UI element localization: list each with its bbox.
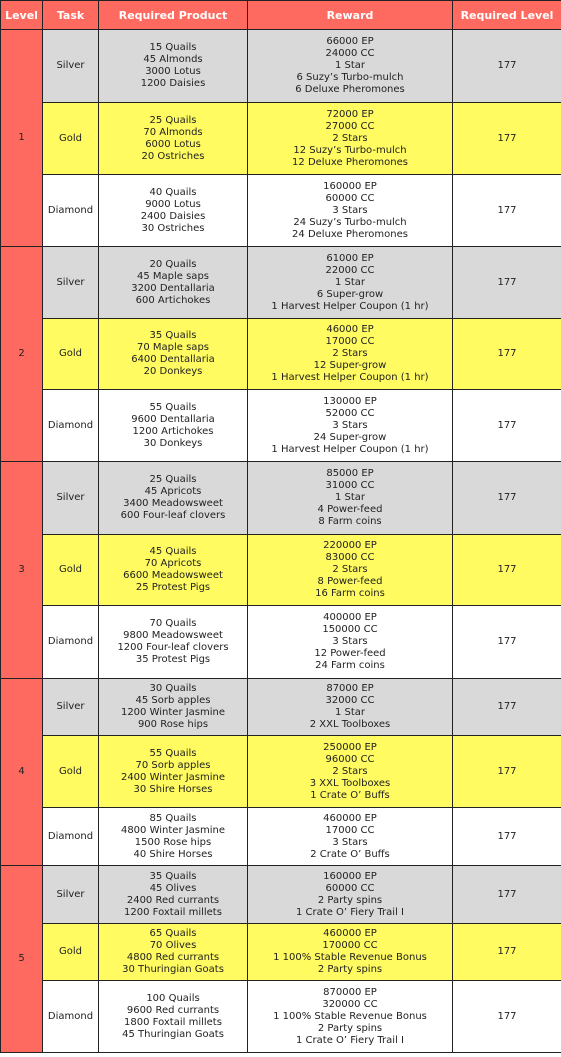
required-product-cell: [99, 606, 248, 679]
product-line: 40 Shire Horses: [133, 848, 213, 860]
reward-line: 12 Super-grow: [313, 360, 387, 371]
required-product-cell: [99, 390, 248, 462]
reward-line: 1 Crate O’ Fiery Trail I: [296, 1034, 404, 1046]
product-line: 45 Olives: [149, 882, 197, 894]
product-line: 20 Donkeys: [143, 366, 203, 377]
product-line: 70 Sorb apples: [135, 759, 211, 771]
product-line: 40 Quails: [149, 186, 197, 198]
required-product-cell: [99, 981, 248, 1053]
task-cell: Diamond: [43, 808, 99, 866]
product-line: 55 Quails: [149, 747, 197, 759]
reward-cell: [248, 606, 453, 679]
reward-line: 8 Power-feed: [317, 576, 383, 587]
reward-line: 6 Suzy’s Turbo-mulch: [296, 72, 404, 83]
header-task: Task: [43, 1, 99, 30]
task-cell: Silver: [43, 30, 99, 103]
product-line: 85 Quails: [149, 812, 197, 824]
task-cell: Silver: [43, 679, 99, 736]
required-level-cell: 177: [453, 808, 561, 866]
reward-line: 150000 CC: [322, 624, 378, 635]
product-line: 20 Quails: [149, 258, 197, 270]
reward-line: 1 Crate O’ Fiery Trail I: [296, 906, 404, 918]
reward-cell: [248, 866, 453, 924]
header-level: Level: [1, 1, 43, 30]
required-product-cell: [99, 866, 248, 924]
reward-line: 1 Star: [334, 60, 366, 71]
table-row: [1, 319, 561, 390]
reward-cell: [248, 30, 453, 103]
product-line: 45 Sorb apples: [135, 695, 211, 706]
required-level-cell: 177: [453, 535, 561, 606]
reward-line: 17000 CC: [325, 336, 375, 347]
product-line: 45 Maple saps: [136, 270, 209, 282]
reward-line: 3 Stars: [332, 636, 368, 647]
reward-line: 66000 EP: [326, 36, 374, 47]
required-product-cell: [99, 247, 248, 319]
required-level-cell: 177: [453, 247, 561, 319]
reward-line: 24 Suzy’s Turbo-mulch: [293, 216, 407, 228]
reward-line: 170000 CC: [322, 940, 378, 951]
product-line: 900 Rose hips: [137, 719, 209, 730]
reward-line: 46000 EP: [326, 324, 374, 335]
task-cell: Gold: [43, 319, 99, 390]
task-cell: Gold: [43, 103, 99, 175]
required-level-cell: 177: [453, 679, 561, 736]
table-row: [1, 736, 561, 808]
product-line: 30 Quails: [149, 683, 197, 694]
product-line: 1200 Four-leaf clovers: [117, 642, 229, 653]
product-line: 6000 Lotus: [145, 138, 201, 150]
product-line: 45 Quails: [149, 546, 197, 557]
table-row: [1, 30, 561, 103]
reward-line: 4 Power-feed: [317, 504, 383, 515]
product-line: 1200 Daisies: [140, 78, 206, 89]
product-line: 2400 Winter Jasmine: [120, 771, 226, 783]
product-line: 2400 Daisies: [140, 210, 206, 222]
product-line: 15 Quails: [149, 42, 197, 53]
product-line: 3400 Meadowsweet: [123, 498, 223, 509]
required-product-cell: [99, 736, 248, 808]
reward-line: 61000 EP: [326, 252, 374, 264]
header-row: [1, 1, 561, 30]
reward-line: 2 Stars: [332, 564, 368, 575]
reward-line: 130000 EP: [323, 395, 377, 407]
product-line: 1200 Artichokes: [132, 425, 214, 437]
reward-line: 96000 CC: [325, 753, 375, 765]
table-row: [1, 866, 561, 924]
product-line: 600 Artichokes: [135, 294, 211, 306]
reward-line: 17000 CC: [325, 824, 375, 836]
reward-line: 1 Star: [334, 276, 366, 288]
table-row: [1, 175, 561, 247]
reward-line: 24 Super-grow: [313, 431, 387, 443]
product-line: 35 Quails: [149, 870, 197, 882]
reward-line: 2 Party spins: [317, 964, 383, 975]
table-row: [1, 981, 561, 1053]
header-reward: Reward: [248, 1, 453, 30]
reward-line: 16 Farm coins: [315, 588, 385, 599]
reward-line: 2 Crate O’ Buffs: [310, 848, 390, 860]
task-cell: Diamond: [43, 981, 99, 1053]
reward-line: 2 Party spins: [317, 1022, 383, 1034]
reward-line: 220000 EP: [323, 540, 377, 551]
reward-line: 3 Stars: [332, 419, 368, 431]
table-body: [1, 30, 561, 1053]
reward-line: 250000 EP: [323, 741, 377, 753]
task-cell: Gold: [43, 736, 99, 808]
product-line: 25 Quails: [149, 114, 197, 126]
product-line: 45 Apricots: [144, 486, 202, 497]
required-level-cell: 177: [453, 175, 561, 247]
required-product-cell: [99, 103, 248, 175]
product-line: 3200 Dentallaria: [131, 282, 215, 294]
product-line: 65 Quails: [149, 928, 197, 939]
product-line: 6400 Dentallaria: [131, 354, 215, 365]
required-level-cell: 177: [453, 736, 561, 808]
product-line: 1200 Winter Jasmine: [120, 707, 226, 718]
reward-cell: [248, 981, 453, 1053]
product-line: 9000 Lotus: [145, 198, 201, 210]
product-line: 6600 Meadowsweet: [123, 570, 223, 581]
product-line: 70 Almonds: [143, 126, 203, 138]
product-line: 30 Shire Horses: [133, 783, 213, 795]
reward-line: 32000 CC: [325, 695, 375, 706]
required-level-cell: 177: [453, 924, 561, 981]
table-row: [1, 808, 561, 866]
level-cell: 4: [1, 679, 43, 866]
reward-line: 1 Star: [334, 492, 366, 503]
level-cell: 3: [1, 462, 43, 679]
reward-cell: [248, 247, 453, 319]
product-line: 35 Protest Pigs: [135, 654, 211, 665]
product-line: 100 Quails: [146, 992, 200, 1004]
reward-line: 24 Deluxe Pheromones: [292, 228, 408, 240]
product-line: 30 Thuringian Goats: [122, 964, 224, 975]
task-cell: Gold: [43, 924, 99, 981]
reward-line: 2 Party spins: [317, 894, 383, 906]
product-line: 4800 Red currants: [126, 952, 220, 963]
reward-line: 2 Stars: [332, 348, 368, 359]
product-line: 9600 Dentallaria: [131, 413, 215, 425]
reward-line: 1 Harvest Helper Coupon (1 hr): [271, 443, 429, 455]
required-level-cell: 177: [453, 30, 561, 103]
product-line: 2400 Red currants: [126, 894, 220, 906]
required-level-cell: 177: [453, 981, 561, 1053]
product-line: 4800 Winter Jasmine: [120, 824, 226, 836]
product-line: 30 Donkeys: [143, 437, 203, 449]
level-cell: 2: [1, 247, 43, 462]
required-product-cell: [99, 30, 248, 103]
table-row: [1, 535, 561, 606]
reward-line: 3 XXL Toolboxes: [309, 777, 391, 789]
table-row: [1, 247, 561, 319]
product-line: 70 Maple saps: [136, 342, 209, 353]
level-cell: 5: [1, 866, 43, 1053]
product-line: 25 Protest Pigs: [135, 582, 211, 593]
required-level-cell: 177: [453, 319, 561, 390]
product-line: 600 Four-leaf clovers: [120, 510, 226, 521]
reward-cell: [248, 390, 453, 462]
reward-cell: [248, 103, 453, 175]
task-cell: Silver: [43, 247, 99, 319]
reward-line: 60000 CC: [325, 192, 375, 204]
reward-line: 22000 CC: [325, 264, 375, 276]
product-line: 55 Quails: [149, 401, 197, 413]
required-level-cell: 177: [453, 103, 561, 175]
product-line: 1500 Rose hips: [134, 836, 212, 848]
reward-line: 2 XXL Toolboxes: [309, 719, 391, 730]
header-required-level: Required Level: [453, 1, 561, 30]
product-line: 70 Quails: [149, 618, 197, 629]
reward-line: 52000 CC: [325, 407, 375, 419]
reward-cell: [248, 319, 453, 390]
required-level-cell: 177: [453, 390, 561, 462]
product-line: 45 Thuringian Goats: [122, 1028, 224, 1040]
task-cell: Silver: [43, 462, 99, 535]
reward-line: 12 Power-feed: [314, 648, 386, 659]
reward-cell: [248, 808, 453, 866]
reward-cell: [248, 462, 453, 535]
reward-line: 1 Star: [334, 707, 366, 718]
reward-cell: [248, 924, 453, 981]
reward-line: 1 100% Stable Revenue Bonus: [273, 952, 427, 963]
reward-cell: [248, 175, 453, 247]
reward-line: 320000 CC: [322, 998, 378, 1010]
reward-line: 24 Farm coins: [315, 660, 385, 671]
reward-line: 1 Harvest Helper Coupon (1 hr): [271, 372, 429, 383]
reward-line: 85000 EP: [326, 468, 374, 479]
product-line: 70 Olives: [149, 940, 197, 951]
table-row: [1, 606, 561, 679]
product-line: 25 Quails: [149, 474, 197, 485]
reward-line: 6 Super-grow: [316, 288, 384, 300]
reward-line: 83000 CC: [325, 552, 375, 563]
required-product-cell: [99, 319, 248, 390]
product-line: 9600 Red currants: [126, 1004, 220, 1016]
required-product-cell: [99, 924, 248, 981]
task-cell: Diamond: [43, 175, 99, 247]
reward-cell: [248, 535, 453, 606]
reward-line: 1 Harvest Helper Coupon (1 hr): [271, 300, 429, 312]
reward-line: 2 Stars: [332, 132, 368, 144]
reward-line: 400000 EP: [323, 612, 377, 623]
reward-cell: [248, 679, 453, 736]
reward-line: 31000 CC: [325, 480, 375, 491]
required-level-cell: 177: [453, 462, 561, 535]
required-product-cell: [99, 679, 248, 736]
reward-line: 87000 EP: [326, 683, 374, 694]
table-row: [1, 390, 561, 462]
reward-line: 3 Stars: [332, 836, 368, 848]
task-cell: Diamond: [43, 390, 99, 462]
header-required-product: Required Product: [99, 1, 248, 30]
required-level-cell: 177: [453, 866, 561, 924]
reward-line: 72000 EP: [326, 108, 374, 120]
table-row: [1, 679, 561, 736]
reward-line: 1 Crate O’ Buffs: [310, 789, 390, 801]
reward-line: 460000 EP: [323, 812, 377, 824]
reward-line: 12 Suzy’s Turbo-mulch: [293, 144, 407, 156]
product-line: 3000 Lotus: [145, 66, 201, 77]
reward-line: 160000 EP: [323, 180, 377, 192]
required-product-cell: [99, 535, 248, 606]
reward-line: 12 Deluxe Pheromones: [292, 156, 408, 168]
reward-line: 3 Stars: [332, 204, 368, 216]
reward-line: 870000 EP: [323, 986, 377, 998]
required-level-cell: 177: [453, 606, 561, 679]
product-line: 1200 Foxtail millets: [124, 906, 222, 918]
task-cell: Silver: [43, 866, 99, 924]
reward-line: 460000 EP: [323, 928, 377, 939]
reward-cell: [248, 736, 453, 808]
required-product-cell: [99, 462, 248, 535]
product-line: 35 Quails: [149, 330, 197, 341]
product-line: 45 Almonds: [143, 54, 203, 65]
level-cell: 1: [1, 30, 43, 247]
product-line: 20 Ostriches: [141, 150, 205, 162]
product-line: 1800 Foxtail millets: [124, 1016, 222, 1028]
reward-line: 6 Deluxe Pheromones: [295, 84, 405, 95]
reward-line: 1 100% Stable Revenue Bonus: [273, 1010, 427, 1022]
reward-line: 160000 EP: [323, 870, 377, 882]
task-cell: Diamond: [43, 606, 99, 679]
reward-line: 24000 CC: [325, 48, 375, 59]
reward-line: 60000 CC: [325, 882, 375, 894]
table-row: [1, 462, 561, 535]
product-line: 9800 Meadowsweet: [123, 630, 223, 641]
product-line: 30 Ostriches: [141, 222, 205, 234]
reward-line: 2 Stars: [332, 765, 368, 777]
required-product-cell: [99, 808, 248, 866]
reward-line: 8 Farm coins: [318, 516, 382, 527]
reward-line: 27000 CC: [325, 120, 375, 132]
product-line: 70 Apricots: [144, 558, 202, 569]
table-row: [1, 924, 561, 981]
table-row: [1, 103, 561, 175]
task-cell: Gold: [43, 535, 99, 606]
required-product-cell: [99, 175, 248, 247]
